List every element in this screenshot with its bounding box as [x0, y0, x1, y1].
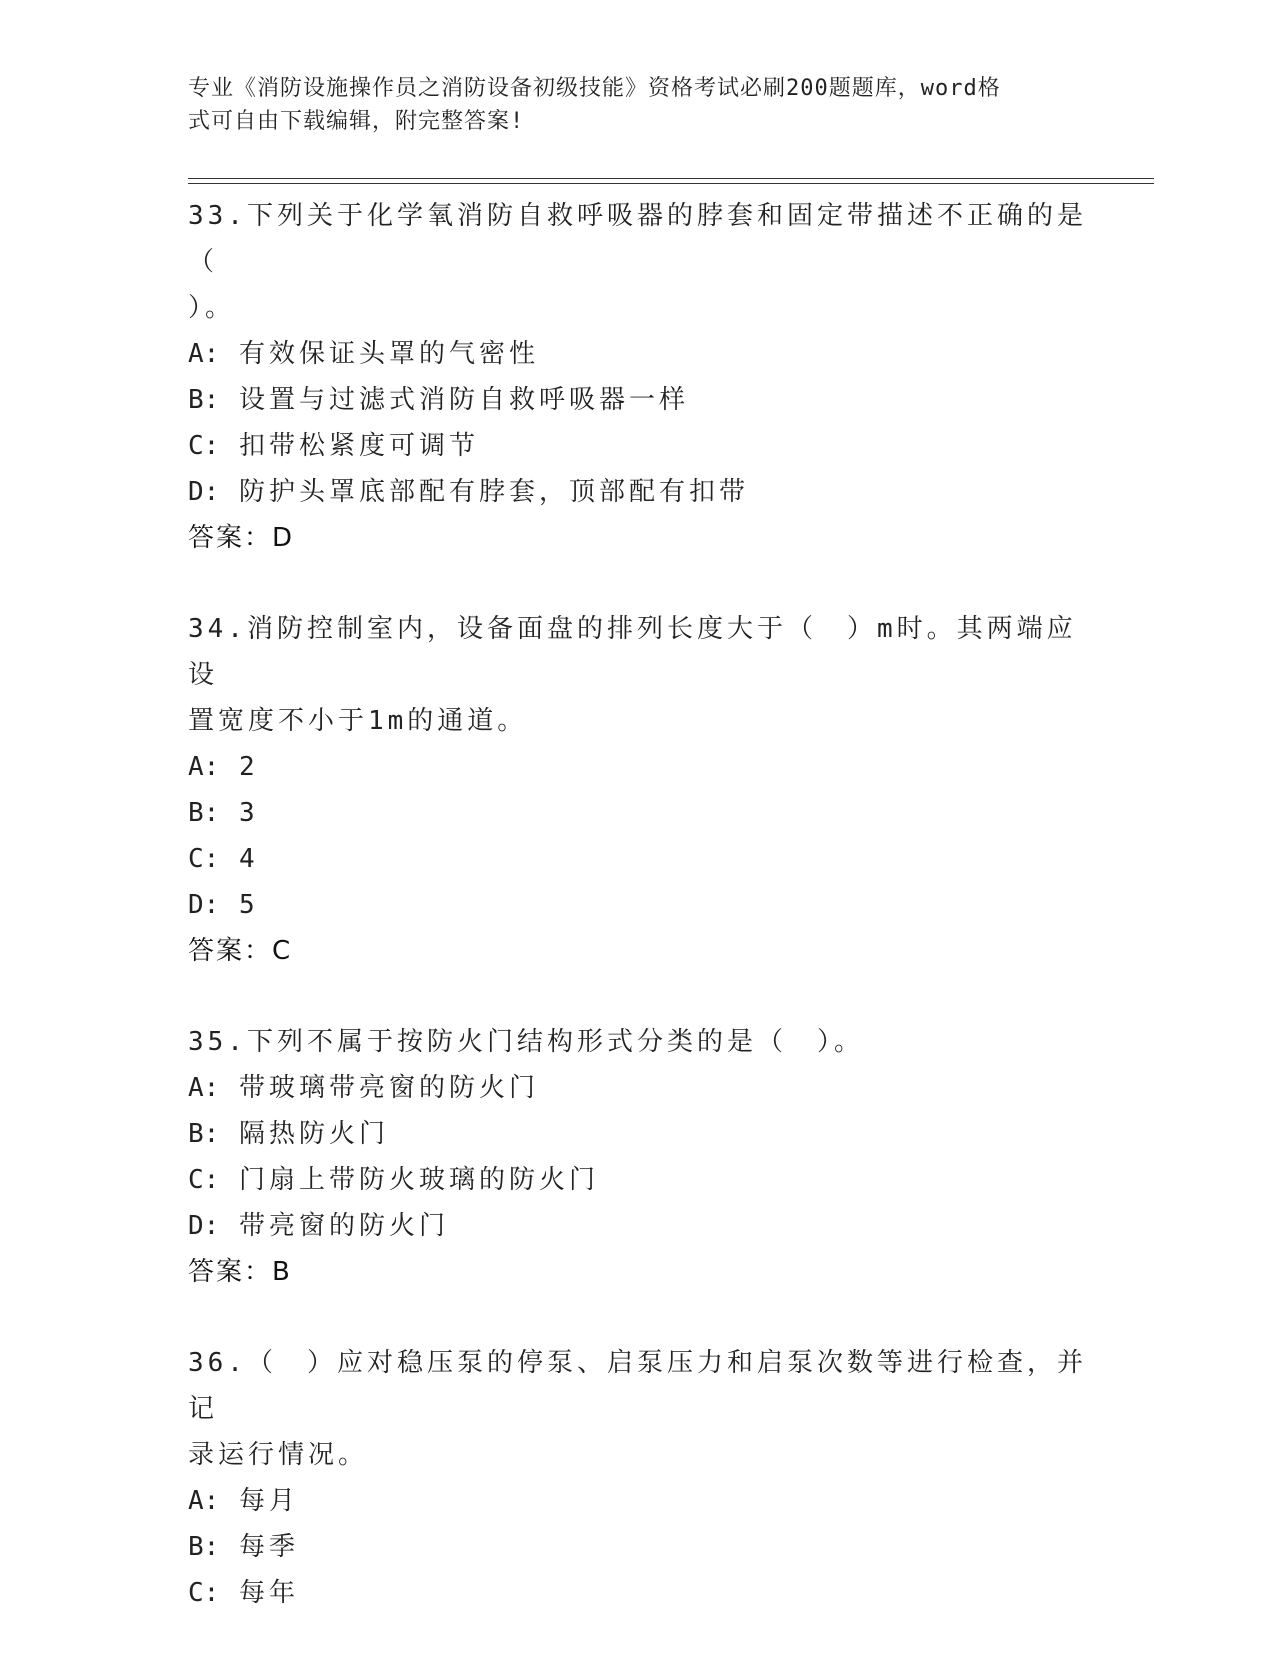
option-b: B: 每季	[188, 1532, 299, 1562]
option-a: A: 2	[188, 752, 259, 782]
header-line-1: 专业《消防设施操作员之消防设备初级技能》资格考试必刷200题题库，word格	[188, 76, 1001, 101]
question-stem: 35.下列不属于按防火门结构形式分类的是（ ）。	[188, 1027, 864, 1057]
header-line-2: 式可自由下载编辑，附完整答案!	[188, 109, 525, 134]
question-35	[188, 1019, 1088, 1295]
question-33	[188, 193, 1088, 561]
document-header	[188, 72, 1088, 138]
option-c: C: 门扇上带防火玻璃的防火门	[188, 1165, 599, 1195]
question-stem: 36.（ ）应对稳压泵的停泵、启泵压力和启泵次数等进行检查，并记 录运行情况。	[188, 1348, 1087, 1470]
option-b: B: 设置与过滤式消防自救呼吸器一样	[188, 385, 689, 415]
option-a: A: 带玻璃带亮窗的防火门	[188, 1073, 539, 1103]
option-c: C: 扣带松紧度可调节	[188, 431, 479, 461]
question-stem: 34.消防控制室内，设备面盘的排列长度大于（ ）m时。其两端应设 置宽度不小于1m的通道。	[188, 614, 1077, 736]
option-c: C: 4	[188, 844, 259, 874]
answer: 答案：B	[188, 1257, 292, 1287]
option-c: C: 每年	[188, 1578, 299, 1608]
option-d: D: 5	[188, 890, 259, 920]
option-b: B: 隔热防火门	[188, 1119, 389, 1149]
option-a: A: 每月	[188, 1486, 299, 1516]
answer: 答案：D	[188, 523, 295, 553]
option-b: B: 3	[188, 798, 259, 828]
question-36	[188, 1340, 1088, 1616]
header-divider-bottom	[188, 183, 1154, 184]
option-a: A: 有效保证头罩的气密性	[188, 339, 539, 369]
option-d: D: 防护头罩底部配有脖套，顶部配有扣带	[188, 477, 749, 507]
question-34	[188, 606, 1088, 974]
question-list	[188, 193, 1088, 1661]
answer: 答案：C	[188, 936, 293, 966]
option-d: D: 带亮窗的防火门	[188, 1211, 449, 1241]
question-stem: 33.下列关于化学氧消防自救呼吸器的脖套和固定带描述不正确的是（ ）。	[188, 201, 1087, 323]
header-divider-top	[188, 178, 1154, 179]
